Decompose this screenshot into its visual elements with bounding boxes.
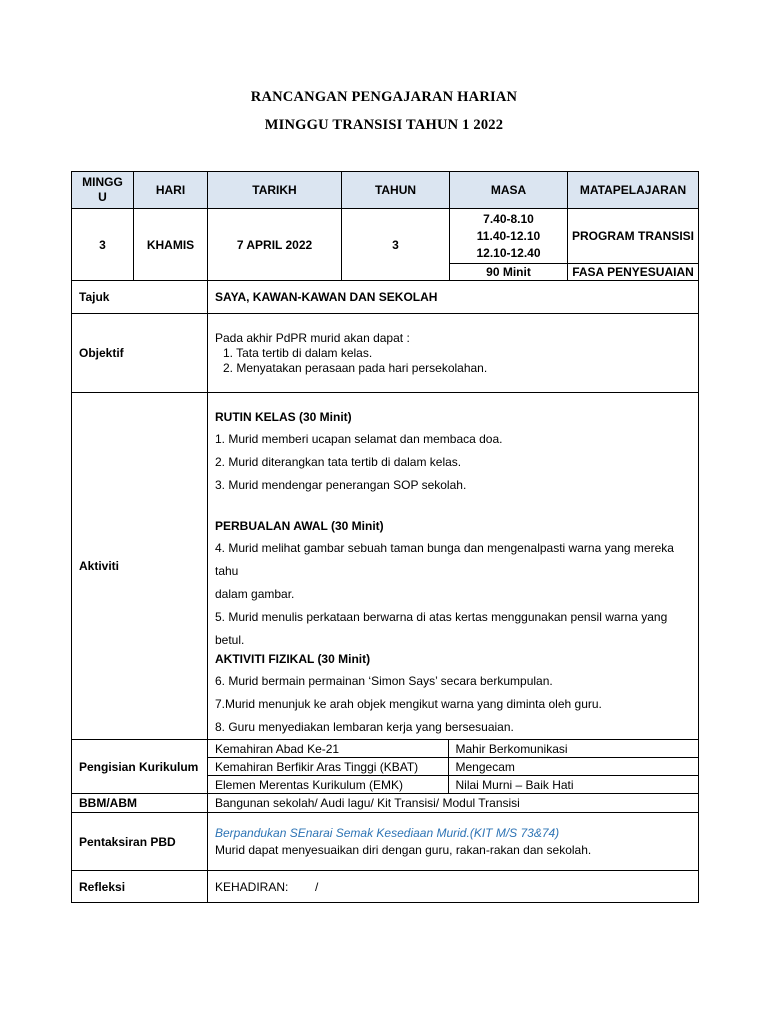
aktiviti-item-8: 8. Guru menyediakan lembaran kerja yang bersesuaian. [215,720,514,734]
aktiviti-item-3: 3. Murid mendengar penerangan SOP sekolah. [215,478,467,492]
document-subtitle: MINGGU TRANSISI TAHUN 1 2022 [264,117,504,133]
info-matapelajaran: PROGRAM TRANSISI [568,209,699,264]
header-minggu: MINGG U [72,172,134,209]
masa-time-2: 11.40-12.10 [476,228,541,243]
aktiviti-item-6: 6. Murid bermain permainan ‘Simon Says’ secara berkumpulan. [215,674,553,688]
kurikulum-row-3 [208,776,698,794]
objektif-item-2: 2. Menyatakan perasaan pada hari persekolahan. [223,360,488,375]
aktiviti-label: Aktiviti [72,393,208,740]
aktiviti-item-7: 7.Murid menunjuk ke arah objek mengikut warna yang diminta oleh guru. [215,697,602,711]
info-minggu: 3 [72,209,134,281]
info-hari: KHAMIS [134,209,208,281]
objektif-content [208,314,699,393]
objektif-item-1: 1. Tata tertib di dalam kelas. [223,345,373,360]
info-masa-times [450,209,568,264]
header-masa: MASA [450,172,568,209]
pbd-text: Murid dapat menyesuaikan diri dengan guru, rakan-rakan dan sekolah. [215,842,592,857]
kurikulum-item-left-2: Kemahiran Berfikir Aras Tinggi (KBAT) [208,758,448,776]
kurikulum-row-2 [208,758,698,776]
objektif-label: Objektif [72,314,208,393]
refleksi-row [72,871,699,903]
tajuk-row [72,281,699,314]
document-title: RANCANGAN PENGAJARAN HARIAN [250,89,518,105]
kurikulum-content [208,740,699,794]
lesson-plan-table [71,171,699,903]
aktiviti-item-4: 4. Murid melihat gambar sebuah taman bunga dan mengenalpasti warna yang mereka tahu [215,541,674,578]
info-tahun: 3 [342,209,450,281]
kurikulum-item-right-2: Mengecam [448,758,698,776]
aktiviti-heading-rutin: RUTIN KELAS (30 Minit) [215,410,352,424]
aktiviti-heading-fizikal: AKTIVITI FIZIKAL (30 Minit) [215,652,371,666]
objektif-row [72,314,699,393]
refleksi-label: Refleksi [72,871,208,903]
aktiviti-item-5: 5. Murid menulis perkataan berwarna di atas kertas menggunakan pensil warna yang betul. [215,610,668,647]
aktiviti-item-4-cont: dalam gambar. [215,587,295,601]
header-hari: HARI [134,172,208,209]
bbm-row [72,794,699,813]
header-tarikh: TARIKH [208,172,342,209]
aktiviti-heading-perbualan: PERBUALAN AWAL (30 Minit) [215,519,384,533]
header-row [72,172,699,209]
bbm-label: BBM/ABM [72,794,208,813]
pbd-row [72,813,699,871]
aktiviti-content [208,393,699,740]
info-fasa: FASA PENYESUAIAN [568,264,699,281]
pbd-content [208,813,699,871]
bbm-value: Bangunan sekolah/ Audi lagu/ Kit Transisi/ Modul Transisi [208,794,699,813]
info-masa-duration: 90 Minit [450,264,568,281]
pbd-link[interactable]: Berpandukan SEnarai Semak Kesediaan Murid.(KIT M/S 73&74) [215,825,560,840]
refleksi-value: KEHADIRAN: / [208,871,699,903]
aktiviti-item-1: 1. Murid memberi ucapan selamat dan membaca doa. [215,432,503,446]
info-row [72,209,699,264]
kurikulum-item-left-1: Kemahiran Abad Ke-21 [208,740,448,758]
kurikulum-item-left-3: Elemen Merentas Kurikulum (EMK) [208,776,448,794]
kurikulum-item-right-3: Nilai Murni – Baik Hati [455,777,574,792]
aktiviti-row [72,393,699,740]
tajuk-value: SAYA, KAWAN-KAWAN DAN SEKOLAH [208,281,699,314]
kurikulum-row [72,740,699,794]
tajuk-label: Tajuk [72,281,208,314]
masa-time-3: 12.10-12.40 [476,245,541,260]
objektif-intro: Pada akhir PdPR murid akan dapat : [215,330,410,345]
aktiviti-item-2: 2. Murid diterangkan tata tertib di dalam kelas. [215,455,462,469]
pbd-label: Pentaksiran PBD [72,813,208,871]
header-matapelajaran: MATAPELAJARAN [568,172,699,209]
info-tarikh: 7 APRIL 2022 [208,209,342,281]
header-tahun: TAHUN [342,172,450,209]
kurikulum-row-1 [208,740,698,758]
kurikulum-item-right-1: Mahir Berkomunikasi [448,740,698,758]
masa-time-1: 7.40-8.10 [483,211,534,226]
kurikulum-label: Pengisian Kurikulum [72,740,208,794]
